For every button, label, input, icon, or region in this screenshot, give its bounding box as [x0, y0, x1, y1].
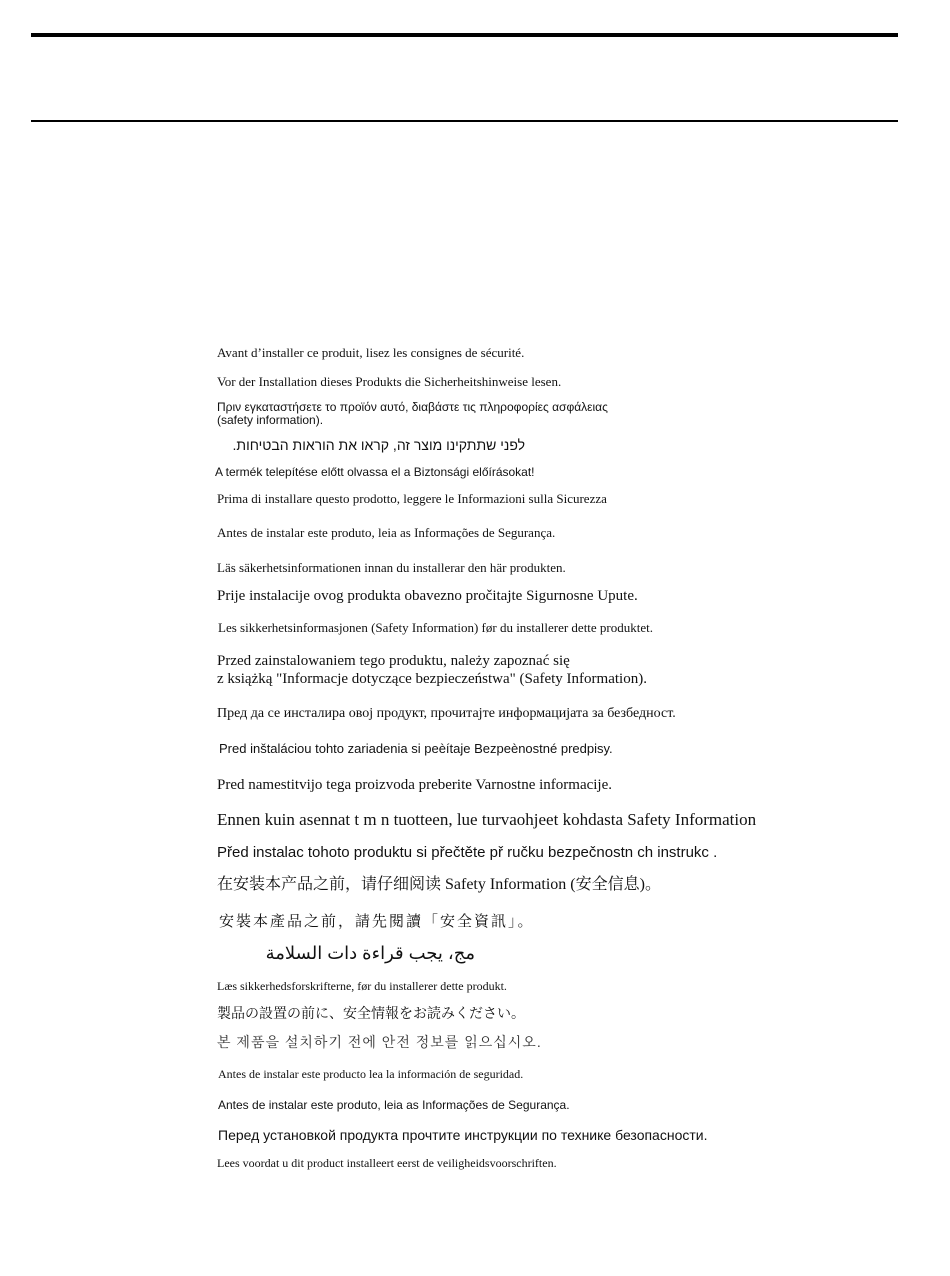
top-rule: [31, 33, 898, 37]
notice-swedish: Läs säkerhetsinformationen innan du installerar den här produkten.: [217, 560, 566, 575]
notice-russian: Перед установкой продукта прочтите инструкции по технике безопасности.: [218, 1127, 708, 1143]
notice-portuguese: Antes de instalar este produto, leia as Informações de Segurança.: [217, 525, 556, 540]
notice-finnish: Ennen kuin asennat t m n tuotteen, lue turvaohjeet kohdasta Safety Information: [217, 810, 757, 829]
notice-danish: Læs sikkerhedsforskrifterne, før du installerer dette produkt.: [217, 979, 507, 993]
notice-hungarian: A termék telepítése előtt olvassa el a Biztonsági előírásokat!: [215, 465, 535, 479]
notice-hebrew: לפני שתתקינו מוצר זה, קראו את הוראות הבטיחות.: [232, 437, 525, 453]
notice-spanish: Antes de instalar este producto lea la información de seguridad.: [218, 1067, 524, 1081]
header-rule: [31, 120, 898, 122]
notice-greek-line1: Πριν εγκαταστήσετε το προϊόν αυτό, διαβάστε τις πληροφορίες ασφάλειας: [217, 400, 608, 414]
notice-german: Vor der Installation dieses Produkts die Sicherheitshinweise lesen.: [217, 374, 562, 389]
notice-arabic: مج، يجب قراءة دات السلامة: [265, 943, 475, 963]
notice-japanese: 製品の設置の前に、安全情報をお読みください。: [217, 1005, 525, 1021]
notice-italian: Prima di installare questo prodotto, leggere le Informazioni sulla Sicurezza: [217, 491, 607, 506]
notice-czech: Před instalac tohoto produktu si přečtěte př ručku bezpečnostn ch instrukc .: [217, 844, 718, 861]
notice-dutch: Lees voordat u dit product installeert eerst de veiligheidsvoorschriften.: [217, 1156, 557, 1170]
notice-french: Avant d’installer ce produit, lisez les consignes de sécurité.: [217, 345, 525, 360]
notice-slovenian: Pred namestitvijo tega proizvoda preberite Varnostne informacije.: [217, 777, 613, 793]
notice-croatian: Prije instalacije ovog produkta obavezno pročitajte Sigurnosne Upute.: [217, 588, 638, 604]
notice-korean: 본 제품을 설치하기 전에 안전 정보를 읽으십시오.: [217, 1034, 542, 1050]
notice-traditional-chinese: 安裝本產品之前，請先閱讀「安全資訊」。: [219, 914, 535, 930]
notice-slovak: Pred inštaláciou tohto zariadenia si peèítaje Bezpeènostné predpisy.: [219, 741, 613, 756]
notice-greek-line2: (safety information).: [217, 413, 324, 427]
notice-simplified-chinese: 在安装本产品之前，请仔细阅读 Safety Information (安全信息)。: [217, 876, 661, 893]
notice-polish-line1: Przed zainstalowaniem tego produktu, należy zapoznać się: [217, 653, 570, 669]
notice-norwegian: Les sikkerhetsinformasjonen (Safety Information) før du installerer dette produktet.: [218, 620, 654, 635]
notice-portuguese-brazil: Antes de instalar este produto, leia as Informações de Segurança.: [218, 1098, 570, 1112]
notice-macedonian: Пред да се инсталира овој продукт, прочитајте информацијата за безбедност.: [217, 706, 676, 721]
notice-polish-line2: z książką "Informacje dotyczące bezpieczeństwa" (Safety Information).: [217, 671, 647, 687]
